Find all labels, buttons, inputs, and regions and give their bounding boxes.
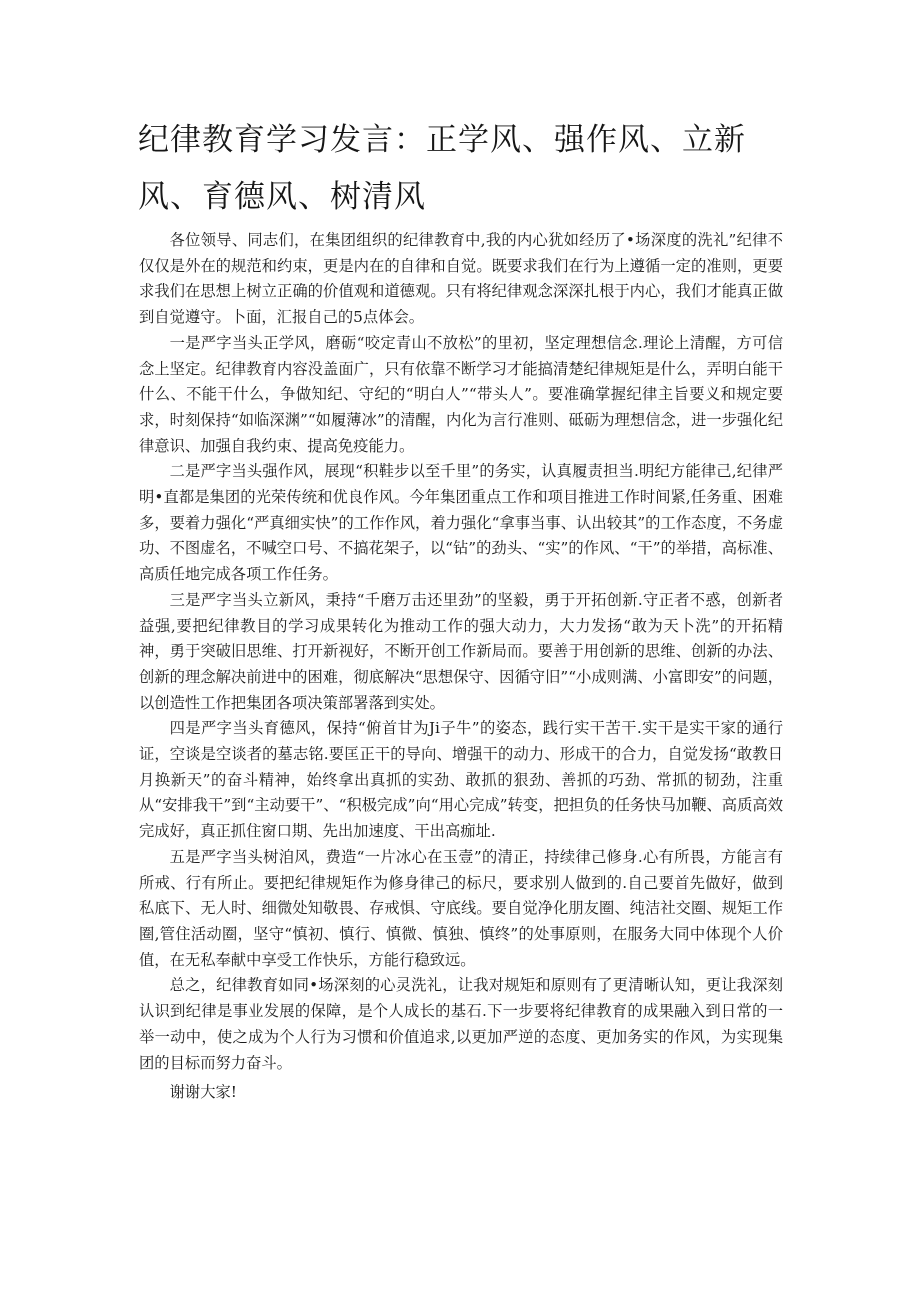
paragraph-point-2: 二是严字当头强作风，展现“积鞋步以至千里”的务实，认真履责担当.明纪方能律己,纪律严明•直都是集团的光荣传统和优良作风。今年集团重点工作和项目推进工作时间紧,任务重、困难多，要着力强化“严真细实快”的工作作风，着力强化“拿事当事、认出较其”的工作态度，不务虚功、不图虚名，不喊空口号、不搞花架子，以“钻”的劲头、“实”的作风、“干”的举措，高标准、高质任地完成各项工作任务。 [139, 462, 783, 584]
closing-thanks: 谢谢大家! [169, 1083, 237, 1102]
paragraph-summary: 总之，纪律教育如同•场深刻的心灵洗礼，让我对规矩和原则有了更清晰认知，更让我深刻认识到纪律是事业发展的保障，是个人成长的基石.下一步要将纪律教育的成果融入到日常的一举一动中，使之成为个人行为习惯和价值追求,以更加严逆的态度、更加务实的作风，为实现集团的目标而努力奋斗。 [139, 976, 783, 1072]
paragraph-point-1: 一是严字当头正学风，磨砺“咬定青山不放松”的里初，坚定理想信念.理论上清醒，方可信念上坚定。纪律教育内容没盖面广，只有依靠不断学习才能搞清楚纪律规矩是什么，弄明白能干什么、不能干什么，争做知纪、守纪的“明白人”“带头人”。要准确掌握纪律主旨要义和规定要求，时刻保持“如临深渊”“如履薄冰”的清醒，内化为言行准则、砥砺为理想信念，进一步强化纪律意识、加强自我约束、提高免疫能力。 [139, 333, 783, 455]
paragraph-point-4: 四是严字当头育德风，保持“俯首甘为Ji子牛”的姿态，践行实干苦干.实干是实干家的通行证，空谈是空谈者的墓志铭.要匡正干的导向、增强干的动力、形成干的合力，自觉发扬“敢教日月换新天”的奋斗精神，始终拿出真抓的实劲、敢抓的狠劲、善抓的巧劲、常抓的韧劲，注重从“安排我干”到“主动要干”、“积极完成”向“用心完成”转变，把担负的任务快马加鞭、高质高效完成好，真正抓住窗口期、先出加速度、干出高痂址. [139, 719, 783, 841]
paragraph-point-3: 三是严字当头立新风，秉持“千磨万击还里劲”的坚毅，勇于开拓创新.守正者不惑，创新者益强,要把纪律教目的学习成果转化为推动工作的强大动力，大力发扬“敢为天卜洗”的开拓精神，勇于突破旧思维、打开新视好，不断开创工作新局而。要善于用创新的思维、创新的办法、创新的理念解决前进中的困难，彻底解决“思想保守、因循守旧”“小成则满、小富即安”的问题，以创造性工作把集团各项决策部署落到实处。 [139, 590, 783, 712]
paragraph-point-5: 五是严字当头树洎风，费造“一片冰心在玉壹”的清正，持续律己修身.心有所畏，方能言有所戒、行有所止。要把纪律规矩作为修身律己的标尺，要求别人做到的.自己要首先做好，做到私底下、无人时、细微处知敬畏、存戒惧、守底线。要自觉净化朋友圈、纯洁社交圈、规矩工作圈,管住活动圈，坚守“慎初、慎行、慎微、慎独、慎终”的处事原则，在服务大同中体现个人价值，在无私奉献中享受工作快乐，方能行稳致远。 [139, 847, 783, 969]
document-title: 纪律教育学习发言：正学风、强作风、立新风、育德风、树清风 [138, 122, 746, 215]
paragraph-opening: 各位领导、同志们，在集团组织的纪律教育中,我的内心犹如经历了•场深度的洗礼”纪律不仅仅是外在的规范和约束，更是内在的自律和自觉。既要求我们在行为上遵循一定的准则，更要求我们在思想上树立正确的价值观和道德观。只有将纪律观念深深扎根于内心，我们才能真正做到自觉遵守。卜面，汇报自己的5点体会。 [139, 231, 783, 327]
document-body [139, 228, 783, 1106]
